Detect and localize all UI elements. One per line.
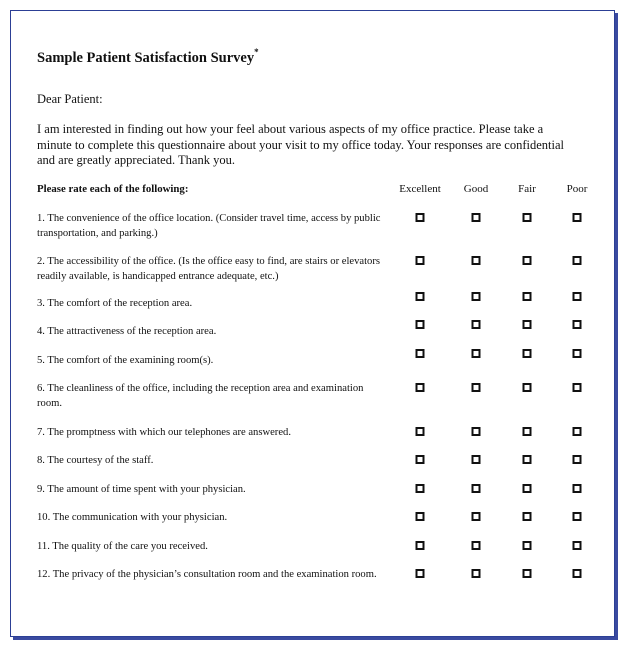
survey-item-2: 2. The accessibility of the office. (Is the office easy to find, are stairs or elevators readily available, is handicapped entrance adequate, etc.) [37,256,380,282]
rating-checkbox-fair[interactable] [523,256,532,265]
rating-checkbox-poor[interactable] [573,349,582,358]
rating-checkbox-poor[interactable] [573,484,582,493]
rating-checkbox-excellent[interactable] [416,512,425,521]
survey-item-4: 4. The attractiveness of the reception area. [37,326,217,337]
rating-checkbox-excellent[interactable] [416,292,425,301]
survey-item-5: 5. The comfort of the examining room(s). [37,355,214,366]
rating-checkbox-poor[interactable] [573,455,582,464]
title-footnote-mark: * [254,47,259,57]
survey-item-7: 7. The promptness with which our telephones are answered. [37,427,291,438]
rating-checkbox-excellent[interactable] [416,349,425,358]
rating-checkbox-good[interactable] [472,383,481,392]
rating-checkbox-good[interactable] [472,455,481,464]
rating-checkbox-fair[interactable] [523,541,532,550]
rating-checkbox-good[interactable] [472,256,481,265]
rating-checkbox-excellent[interactable] [416,427,425,436]
rating-checkbox-poor[interactable] [573,320,582,329]
survey-item-10: 10. The communication with your physician. [37,512,228,523]
rating-checkbox-poor[interactable] [573,512,582,521]
rating-checkbox-good[interactable] [472,512,481,521]
rating-checkbox-fair[interactable] [523,484,532,493]
column-header-good: Good [463,183,489,195]
rating-checkbox-poor[interactable] [573,569,582,578]
survey-item-9: 9. The amount of time spent with your physician. [37,484,246,495]
rating-checkbox-fair[interactable] [523,512,532,521]
rating-checkbox-fair[interactable] [523,320,532,329]
rating-checkbox-excellent[interactable] [416,569,425,578]
rate-heading: Please rate each of the following: [37,183,189,195]
rating-checkbox-good[interactable] [472,484,481,493]
rating-checkbox-good[interactable] [472,213,481,222]
rating-checkbox-good[interactable] [472,427,481,436]
rating-checkbox-good[interactable] [472,569,481,578]
rating-checkbox-good[interactable] [472,541,481,550]
rating-checkbox-poor[interactable] [573,256,582,265]
survey-item-3: 3. The comfort of the reception area. [37,298,193,309]
column-header-poor: Poor [566,183,588,195]
rating-checkbox-excellent[interactable] [416,213,425,222]
survey-item-8: 8. The courtesy of the staff. [37,455,154,466]
rating-checkbox-good[interactable] [472,320,481,329]
rating-checkbox-good[interactable] [472,349,481,358]
rating-checkbox-poor[interactable] [573,541,582,550]
rating-checkbox-poor[interactable] [573,383,582,392]
survey-item-1: 1. The convenience of the office location. (Consider travel time, access by public transportation, and parking.) [37,213,381,239]
rating-checkbox-fair[interactable] [523,427,532,436]
column-header-fair: Fair [518,183,536,195]
rating-checkbox-fair[interactable] [523,213,532,222]
rating-checkbox-fair[interactable] [523,455,532,464]
rating-checkbox-good[interactable] [472,292,481,301]
rating-checkbox-excellent[interactable] [416,320,425,329]
rating-checkbox-poor[interactable] [573,427,582,436]
rating-checkbox-excellent[interactable] [416,256,425,265]
rating-checkbox-fair[interactable] [523,383,532,392]
survey-title: Sample Patient Satisfaction Survey* [37,47,259,66]
survey-item-12: 12. The privacy of the physician’s consultation room and the examination room. [37,569,377,580]
rating-checkbox-poor[interactable] [573,213,582,222]
rating-checkbox-fair[interactable] [523,569,532,578]
rating-checkbox-excellent[interactable] [416,484,425,493]
rating-checkbox-fair[interactable] [523,292,532,301]
rating-checkbox-excellent[interactable] [416,383,425,392]
survey-item-6: 6. The cleanliness of the office, including the reception area and examination room. [37,383,364,409]
column-header-excellent: Excellent [399,183,441,195]
rating-checkbox-poor[interactable] [573,292,582,301]
greeting: Dear Patient: [37,92,103,106]
rating-checkbox-excellent[interactable] [416,541,425,550]
rating-checkbox-excellent[interactable] [416,455,425,464]
rating-checkbox-fair[interactable] [523,349,532,358]
survey-item-11: 11. The quality of the care you received. [37,541,208,552]
intro-paragraph: I am interested in finding out how your feel about various aspects of my office practice. Please take a minute to complete this questionnaire about your visit to my office today. Your responses are confidential and are greatly appreciated. Thank you. [37,122,564,167]
